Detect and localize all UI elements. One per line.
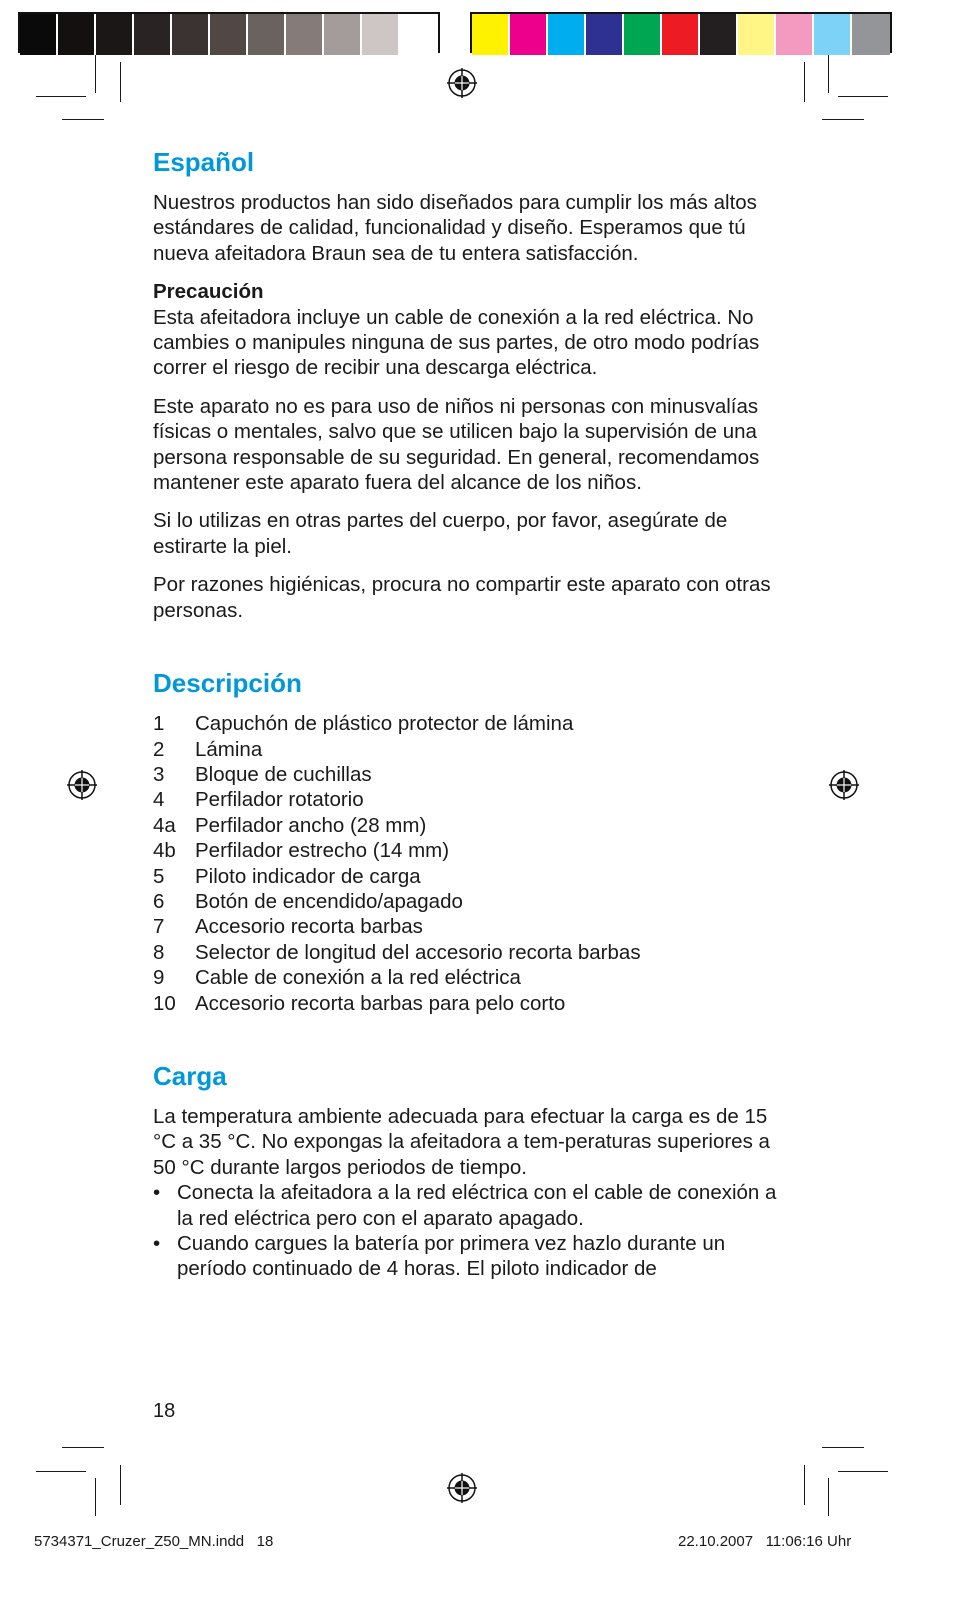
- section-descripcion: [153, 667, 793, 1016]
- gray-swatch: [172, 14, 210, 55]
- list-item: [153, 813, 793, 838]
- list-item-text: Lámina: [195, 737, 263, 761]
- crop-mark: [804, 62, 805, 102]
- charging-steps-list: [153, 1180, 793, 1282]
- list-item: [153, 737, 793, 762]
- list-item: [153, 787, 793, 812]
- section-carga: [153, 1060, 793, 1282]
- crop-mark: [804, 1465, 805, 1505]
- list-item-number: 4a: [153, 813, 176, 837]
- crop-mark: [838, 96, 888, 97]
- color-swatch: [510, 14, 548, 55]
- list-item: [153, 1180, 793, 1231]
- list-item-number: 4b: [153, 839, 176, 863]
- list-item: [153, 762, 793, 787]
- children-warning-paragraph: Este aparato no es para uso de niños ni personas con minusvalías físicas o mentales, salvo que se utilicen bajo la supervisión de una persona responsable de su seguridad. En general, recomendamos mantener este aparato fuera del alcance de los niños.: [153, 394, 760, 495]
- list-item: [153, 889, 793, 914]
- parts-list: [153, 711, 793, 1016]
- crop-mark: [828, 1478, 829, 1516]
- registration-mark-icon: [447, 68, 477, 98]
- list-item-text: Bloque de cuchillas: [195, 762, 372, 786]
- section-title-espanol: Español: [153, 147, 255, 177]
- list-item: [153, 940, 793, 965]
- intro-paragraph: Nuestros productos han sido diseñados para cumplir los más altos estándares de calidad, funcionalidad y diseño. Esperamos que tú nueva afeitadora Braun sea de tu entera satisfacción.: [153, 191, 757, 265]
- list-item-number: 4: [153, 788, 165, 812]
- color-swatch: [738, 14, 776, 55]
- crop-mark: [36, 96, 86, 97]
- footer-file-name: 5734371_Cruzer_Z50_MN.indd 18: [34, 1533, 274, 1550]
- registration-mark-icon: [447, 1473, 477, 1503]
- precaucion-heading: Precaución: [153, 280, 264, 304]
- list-item-text: Botón de encendido/apagado: [195, 889, 463, 913]
- section-title-descripcion: Descripción: [153, 668, 302, 699]
- list-item-text: Capuchón de plástico protector de lámina: [195, 712, 574, 736]
- gray-swatch: [134, 14, 172, 55]
- list-item-text: Selector de longitud del accesorio recorta barbas: [195, 940, 641, 964]
- list-item-text: Perfilador rotatorio: [195, 788, 364, 812]
- bullet-text: Conecta la afeitadora a la red eléctrica con el cable de conexión a la red eléctrica pero con el aparato apagado.: [177, 1181, 777, 1230]
- gray-swatch: [286, 14, 324, 55]
- grayscale-color-bar: [18, 12, 440, 53]
- color-swatch: [586, 14, 624, 55]
- crop-mark: [822, 1447, 864, 1448]
- list-item-number: 5: [153, 864, 165, 888]
- color-swatch: [852, 14, 890, 55]
- crop-mark: [838, 1471, 888, 1472]
- crop-mark: [828, 55, 829, 93]
- page-number: 18: [153, 1400, 176, 1422]
- list-item-number: 2: [153, 737, 165, 761]
- section-title-carga: Carga: [153, 1060, 227, 1091]
- process-color-bar: [470, 12, 892, 53]
- color-swatch: [776, 14, 814, 55]
- list-item: [153, 965, 793, 990]
- crop-mark: [62, 119, 104, 120]
- precaucion-paragraph: Esta afeitadora incluye un cable de conexión a la red eléctrica. No cambies o manipules ninguna de sus partes, de otro modo podrías correr el riesgo de recibir una descarga eléctrica.: [153, 305, 760, 380]
- gray-swatch: [20, 14, 58, 55]
- crop-mark: [120, 1465, 121, 1505]
- list-item-text: Accesorio recorta barbas: [195, 915, 423, 939]
- bullet-icon: •: [153, 1232, 161, 1255]
- gray-swatch: [96, 14, 134, 55]
- hygiene-paragraph: Por razones higiénicas, procura no compartir este aparato con otras personas.: [153, 573, 771, 622]
- color-swatch: [472, 14, 510, 55]
- list-item-number: 7: [153, 915, 165, 939]
- list-item-number: 6: [153, 889, 165, 913]
- crop-mark: [120, 62, 121, 102]
- bullet-text: Cuando cargues la batería por primera vez hazlo durante un período continuado de 4 horas. El piloto indicador de: [177, 1232, 726, 1281]
- section-espanol: [153, 146, 793, 623]
- list-item-text: Accesorio recorta barbas para pelo corto: [195, 991, 566, 1015]
- body-use-paragraph: Si lo utilizas en otras partes del cuerpo, por favor, asegúrate de estirarte la piel.: [153, 509, 728, 558]
- list-item: [153, 838, 793, 863]
- gray-swatch: [324, 14, 362, 55]
- bullet-icon: •: [153, 1181, 161, 1205]
- gray-swatch: [210, 14, 248, 55]
- color-swatch: [700, 14, 738, 55]
- registration-mark-icon: [67, 770, 97, 800]
- gray-swatch: [362, 14, 400, 55]
- list-item: [153, 864, 793, 889]
- crop-mark: [822, 119, 864, 120]
- color-swatch: [548, 14, 586, 55]
- crop-mark: [62, 1447, 104, 1448]
- list-item-text: Cable de conexión a la red eléctrica: [195, 966, 521, 990]
- list-item: [153, 991, 793, 1016]
- list-item: [153, 1231, 793, 1282]
- list-item-number: 1: [153, 712, 165, 736]
- crop-mark: [95, 55, 96, 93]
- list-item: [153, 711, 793, 736]
- list-item-number: 3: [153, 762, 165, 786]
- list-item-number: 8: [153, 940, 165, 964]
- gray-swatch: [248, 14, 286, 55]
- list-item: [153, 914, 793, 939]
- manual-page-content: [153, 146, 793, 1282]
- registration-mark-icon: [829, 770, 859, 800]
- list-item-text: Perfilador ancho (28 mm): [195, 813, 427, 837]
- gray-swatch: [58, 14, 96, 55]
- footer-timestamp: 22.10.2007 11:06:16 Uhr: [678, 1533, 852, 1550]
- gray-swatch: [400, 14, 438, 55]
- color-swatch: [624, 14, 662, 55]
- crop-mark: [95, 1478, 96, 1516]
- list-item-text: Perfilador estrecho (14 mm): [195, 839, 450, 863]
- list-item-number: 10: [153, 991, 176, 1015]
- list-item-number: 9: [153, 966, 165, 990]
- list-item-text: Piloto indicador de carga: [195, 864, 421, 888]
- crop-mark: [36, 1471, 86, 1472]
- color-swatch: [662, 14, 700, 55]
- color-swatch: [814, 14, 852, 55]
- charging-temperature-paragraph: La temperatura ambiente adecuada para efectuar la carga es de 15 °C a 35 °C. No expongas la afeitadora a tem-peraturas superiores a 50 °C durante largos periodos de tiempo.: [153, 1104, 770, 1179]
